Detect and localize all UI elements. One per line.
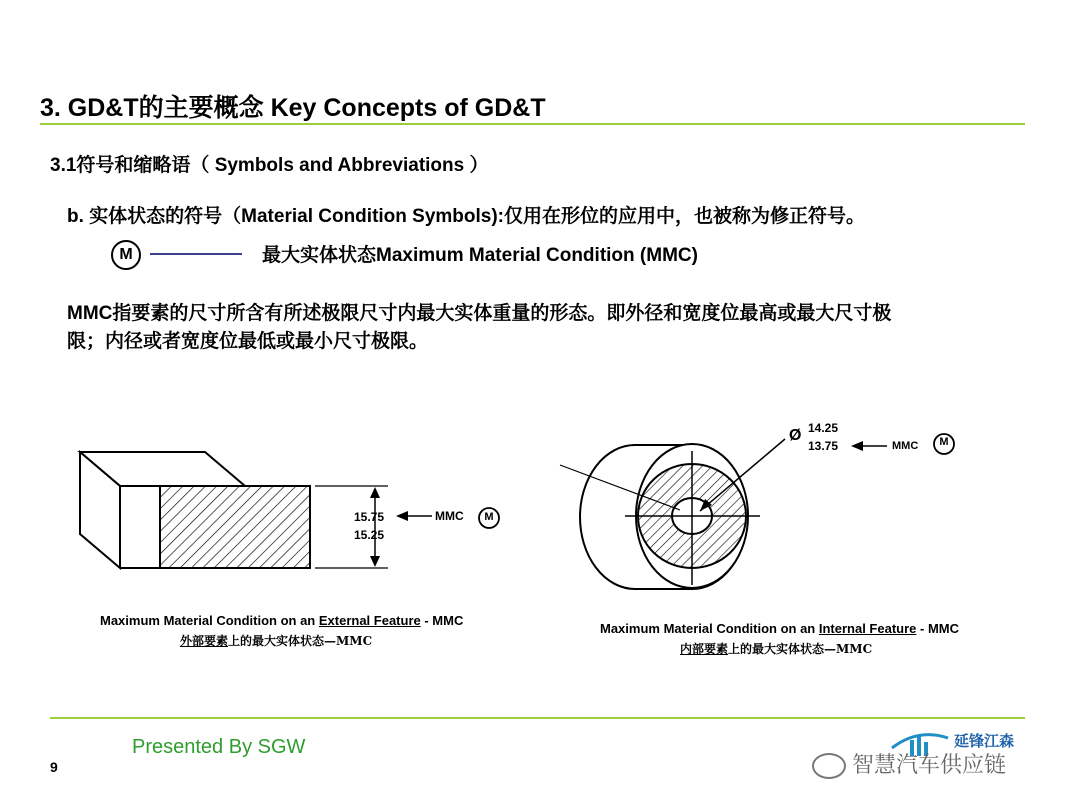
internal-dim-lower: 13.75 [808, 439, 839, 453]
external-caption-post: - MMC [420, 613, 464, 628]
mmc-definition-row [67, 238, 867, 268]
slide-title: 3. GD&T的主要概念 Key Concepts of GD&T [40, 94, 546, 122]
internal-caption-post: - MMC [916, 621, 959, 636]
internal-caption-feature: Internal Feature [818, 621, 917, 636]
page-number: 9 [50, 759, 58, 775]
external-dim-lower: 15.25 [354, 528, 385, 542]
internal-mmc-symbol: M [939, 436, 949, 448]
section-heading: 3.1符号和缩略语（ Symbols and Abbreviations ） [50, 155, 489, 176]
internal-caption [600, 621, 959, 636]
external-caption-feature: External Feature [318, 613, 421, 628]
title-divider [40, 123, 1025, 125]
external-caption-cn [180, 632, 372, 649]
internal-mmc-tag: MMC [892, 440, 919, 452]
external-caption-cn-rest: 上的最大实体状态—MMC [228, 634, 373, 648]
external-dim-upper: 15.75 [354, 510, 385, 524]
internal-caption-cn-feature: 内部要素 [680, 642, 729, 656]
external-caption [100, 613, 463, 628]
mmc-description: MMC指要素的尺寸所含有所述极限尺寸内最大实体重量的形态。即外径和宽度位最高或最大尺寸极限；内径或者宽度位最低或最小尺寸极限。 [67, 303, 892, 352]
item-b-text: b. 实体状态的符号（Material Condition Symbols):仅用在形位的应用中，也被称为修正符号。 [67, 206, 866, 227]
footer-divider [50, 717, 1025, 719]
mmc-connector-line [150, 253, 242, 255]
mmc-symbol-icon: M [111, 240, 141, 270]
watermark [812, 748, 1006, 779]
logo-text: 延锋江森 [954, 733, 1015, 750]
internal-caption-cn-rest: 上的最大实体状态—MMC [728, 642, 873, 656]
internal-caption-pre: Maximum Material Condition on an [600, 621, 819, 636]
watermark-text: 智慧汽车供应链 [852, 752, 1007, 777]
footer-presenter: Presented By SGW [132, 736, 306, 758]
external-mmc-tag: MMC [435, 509, 464, 523]
wechat-icon [812, 753, 846, 779]
internal-caption-cn [680, 640, 872, 657]
block-section-face [160, 486, 310, 568]
diameter-symbol: Ø [789, 427, 802, 444]
external-caption-pre: Maximum Material Condition on an [100, 613, 319, 628]
mmc-label: 最大实体状态Maximum Material Condition (MMC) [262, 245, 698, 266]
internal-dim-upper: 14.25 [808, 421, 839, 435]
external-mmc-symbol: M [484, 511, 494, 523]
external-caption-cn-feature: 外部要素 [180, 634, 229, 648]
